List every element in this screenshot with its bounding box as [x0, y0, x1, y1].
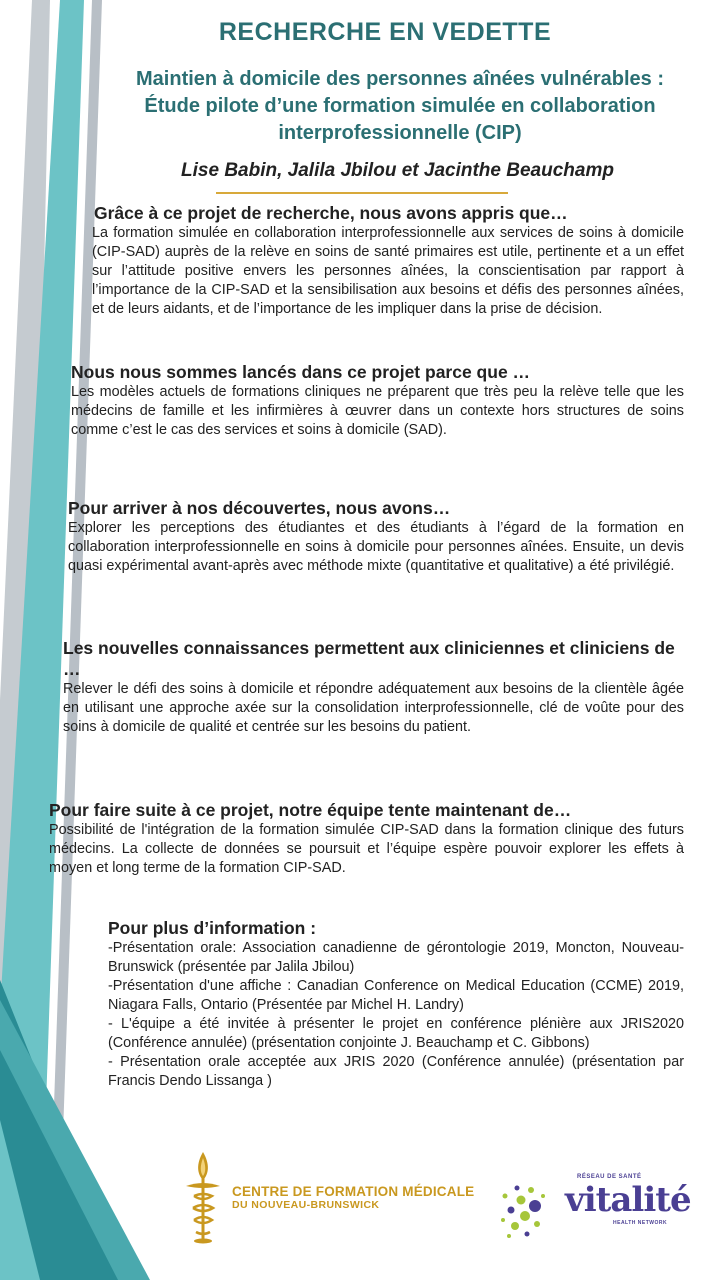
info-item: - Présentation orale acceptée aux JRIS 2020 (Conférence annulée) (présentation par Francis Dendo Lissanga ) — [108, 1054, 684, 1089]
section-next-steps — [49, 800, 684, 878]
section-heading: Pour arriver à nos découvertes, nous avons… — [68, 498, 451, 518]
caduceus-icon — [180, 1150, 226, 1245]
vitalite-logo — [495, 1170, 691, 1250]
section-heading: Nous nous sommes lancés dans ce projet parce que … — [71, 362, 531, 382]
vitalite-top-text: RÉSEAU DE SANTÉ — [577, 1174, 642, 1180]
section-learned — [92, 203, 684, 319]
page-title: RECHERCHE EN VEDETTE — [218, 18, 552, 46]
more-information — [108, 918, 684, 1091]
authors: Lise Babin, Jalila Jbilou et Jacinthe Beauchamp — [181, 160, 614, 181]
cfm-logo-line2: DU NOUVEAU-BRUNSWICK — [232, 1199, 380, 1211]
info-item: -Présentation d'une affiche : Canadian Conference on Medical Education (CCME) 2019, Niagara Falls, Ontario (Présentée par Michel H. Landry) — [108, 978, 684, 1013]
vitalite-dots-icon — [495, 1170, 575, 1250]
section-heading: Grâce à ce projet de recherche, nous avons appris que… — [94, 203, 568, 223]
section-method — [68, 498, 684, 576]
section-heading: Les nouvelles connaissances permettent aux cliniciennes et cliniciens de … — [63, 638, 675, 679]
section-heading: Pour faire suite à ce projet, notre équipe tente maintenant de… — [49, 800, 572, 820]
section-body: La formation simulée en collaboration interprofessionnelle aux services de soins à domicile (CIP-SAD) auprès de la relève en soins de santé primaires est utile, pertinente et a un effet sur l’attitude positive envers les personnes aînées, la conscientisation par rapport à l’importance de la CIP-SAD et la sensibilisation aux besoins et défis des personnes aînées, et de leurs aidants, et de l’importance de les impliquer dans la prise de décision. — [92, 225, 684, 317]
cfm-logo-line1: CENTRE DE FORMATION MÉDICALE — [232, 1184, 475, 1199]
section-knowledge — [63, 638, 684, 737]
section-body: Les modèles actuels de formations cliniques ne préparent que très peu la relève telle que les médecins de famille et les infirmières à œuvrer dans un contexte hors structures de soins comme c’est le cas des services et soins à domicile (SAD). — [71, 384, 684, 438]
study-title — [110, 66, 690, 147]
study-title-line: Maintien à domicile des personnes aînées vulnérables : — [136, 68, 664, 90]
cfm-nb-logo — [180, 1150, 480, 1245]
study-title-line: interprofessionnelle (CIP) — [278, 122, 522, 144]
vitalite-bottom-text: HEALTH NETWORK — [613, 1220, 668, 1226]
section-body: Relever le défi des soins à domicile et répondre adéquatement aux besoins de la clientèle âgée en utilisant une approche axée sur la consolidation interprofessionnelle, clé de voûte pour des soins à domicile de qualité et centrée sur les besoins du patient. — [63, 681, 684, 735]
info-item: -Présentation orale: Association canadienne de gérontologie 2019, Moncton, Nouveau-Brunswick (présentée par Jalila Jbilou) — [108, 940, 684, 975]
info-item: - L'équipe a été invitée à présenter le projet en conférence plénière aux JRIS2020 (Conférence annulée) (présentation conjointe J. Beauchamp et C. Gibbons) — [108, 1016, 684, 1051]
info-list — [108, 939, 684, 1091]
section-motivation — [71, 362, 684, 440]
info-heading: Pour plus d’information : — [108, 918, 317, 938]
study-title-line: Étude pilote d’une formation simulée en collaboration — [144, 95, 656, 117]
vitalite-wordmark: vitalité — [565, 1180, 691, 1220]
gold-divider — [216, 192, 508, 194]
section-body: Possibilité de l'intégration de la formation simulée CIP-SAD dans la formation clinique des futurs médecins. La collecte de données se poursuit et l’équipe espère pouvoir explorer les effets à moyen et long terme de la formation CIP-SAD. — [49, 822, 684, 876]
section-body: Explorer les perceptions des étudiantes et des étudiants à l’égard de la formation en collaboration interprofessionnelle en soins à domicile pour personnes aînées. Ensuite, un devis quasi expérimental avant-après avec méthode mixte (quantitative et qualitative) a été privilégié. — [68, 520, 684, 574]
